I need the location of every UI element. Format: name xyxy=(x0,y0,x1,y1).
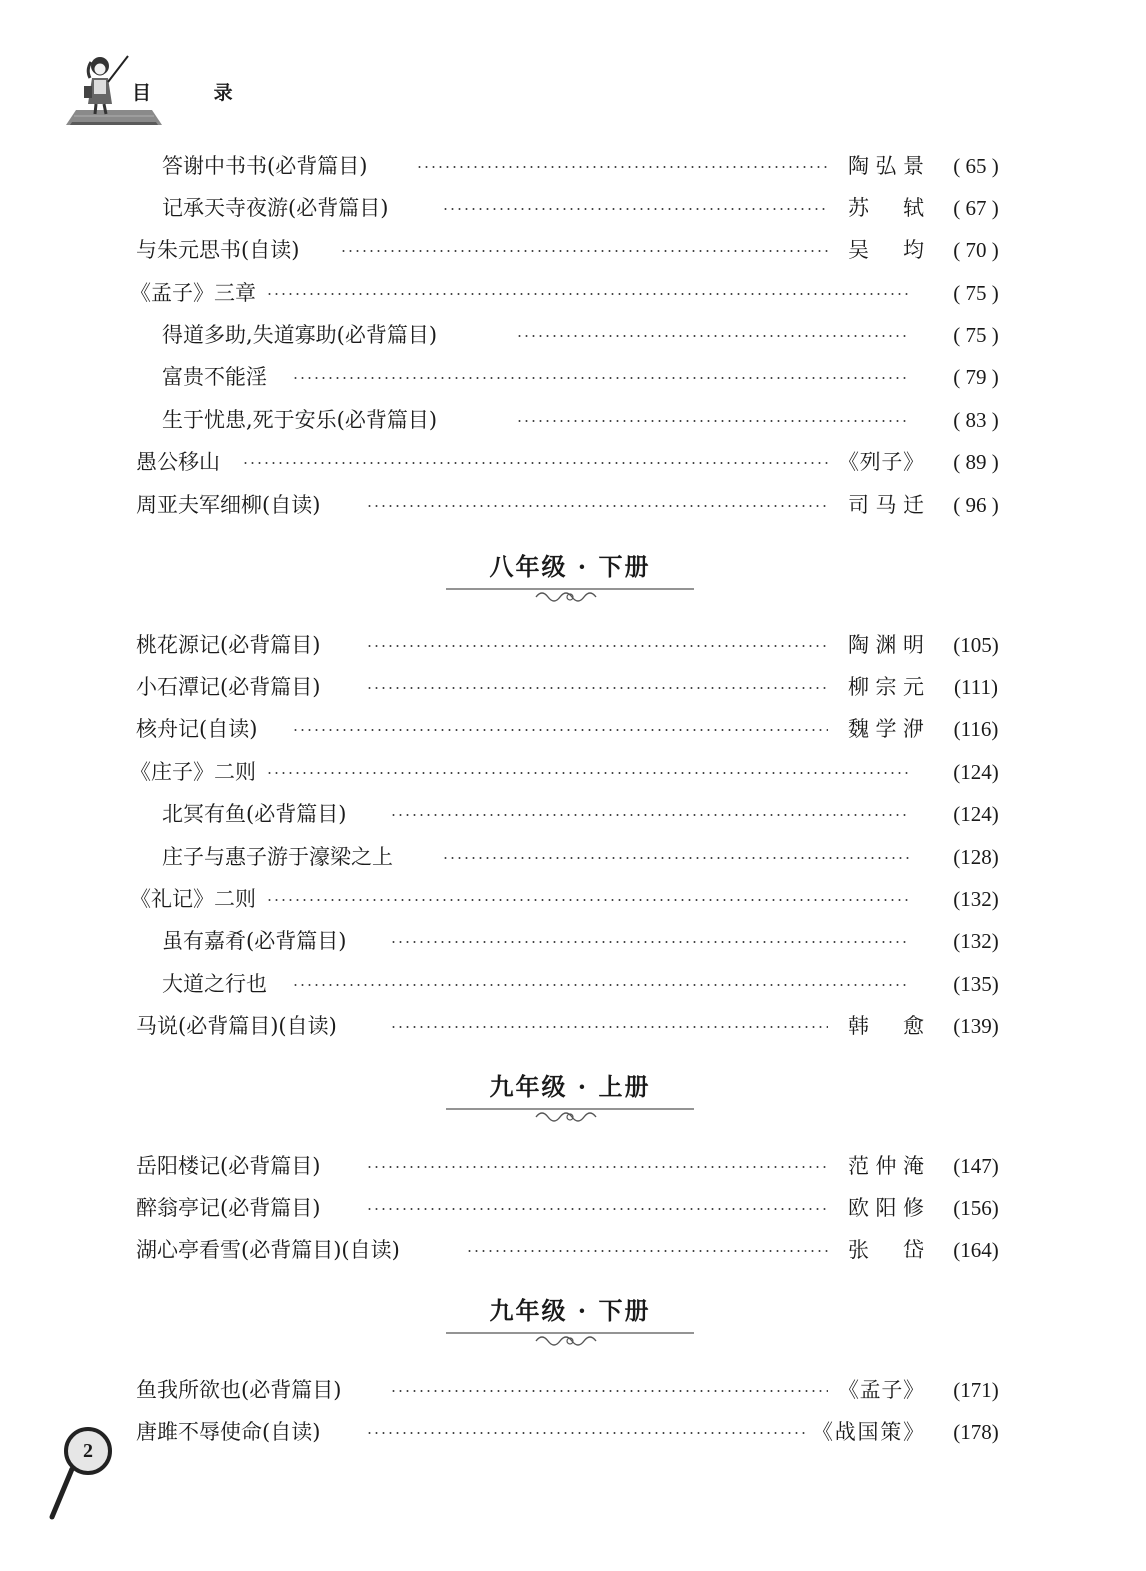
entry-page: ( 83 ) xyxy=(953,408,999,432)
leader-dots xyxy=(292,984,910,986)
toc-entry[interactable] xyxy=(0,149,1146,183)
entry-title: 《礼记》二则 xyxy=(130,887,256,911)
toc-entry[interactable] xyxy=(0,445,1146,479)
entry-title: 唐雎不辱使命(自读) xyxy=(136,1420,321,1444)
section-heading xyxy=(440,1295,700,1351)
toc-entry[interactable] xyxy=(0,403,1146,437)
leader-dots xyxy=(442,208,828,210)
section-title: 九年级 · 上册 xyxy=(489,1072,651,1101)
section-title: 九年级 · 下册 xyxy=(489,1296,651,1325)
entry-page: (116) xyxy=(953,717,999,741)
leader-dots xyxy=(516,335,910,337)
ornament-divider-icon xyxy=(440,585,700,607)
toc-entry[interactable] xyxy=(0,1373,1146,1407)
toc-entry[interactable] xyxy=(0,924,1146,958)
entry-author: 张 岱 xyxy=(848,1238,924,1262)
entry-title: 虽有嘉肴(必背篇目) xyxy=(162,929,347,953)
entry-title: 与朱元思书(自读) xyxy=(136,238,300,262)
entry-author: 苏 轼 xyxy=(848,196,924,220)
entry-title: 北冥有鱼(必背篇目) xyxy=(162,802,347,826)
toc-entry[interactable] xyxy=(0,712,1146,746)
entry-title: 答谢中书书(必背篇目) xyxy=(162,154,368,178)
toc-entry[interactable] xyxy=(0,628,1146,662)
leader-dots xyxy=(442,857,910,859)
leader-dots xyxy=(416,166,828,168)
toc-entry[interactable] xyxy=(0,233,1146,267)
toc-entry[interactable] xyxy=(0,967,1146,1001)
leader-dots xyxy=(340,250,828,252)
entry-author: 柳宗元 xyxy=(848,675,924,699)
leader-dots xyxy=(366,687,828,689)
toc-entry[interactable] xyxy=(0,882,1146,916)
entry-title: 周亚夫军细柳(自读) xyxy=(136,493,321,517)
entry-author: 范仲淹 xyxy=(848,1154,924,1178)
toc-entry[interactable] xyxy=(0,1233,1146,1267)
entry-title: 《庄子》二则 xyxy=(130,760,256,784)
toc-entry[interactable] xyxy=(0,1191,1146,1225)
entry-author: 《战国策》 xyxy=(812,1420,924,1444)
toc-entry[interactable] xyxy=(0,840,1146,874)
entry-page: ( 75 ) xyxy=(953,281,999,305)
entry-title: 富贵不能淫 xyxy=(162,365,267,389)
entry-title: 醉翁亭记(必背篇目) xyxy=(136,1196,321,1220)
leader-dots xyxy=(366,505,828,507)
leader-dots xyxy=(292,377,910,379)
entry-page: (132) xyxy=(953,929,999,953)
toc-entry[interactable] xyxy=(0,318,1146,352)
entry-page: (139) xyxy=(953,1014,999,1038)
entry-title: 鱼我所欲也(必背篇目) xyxy=(136,1378,342,1402)
leader-dots xyxy=(390,941,910,943)
toc-entry[interactable] xyxy=(0,755,1146,789)
entry-author: 欧阳修 xyxy=(848,1196,924,1220)
toc-entry[interactable] xyxy=(0,797,1146,831)
entry-title: 岳阳楼记(必背篇目) xyxy=(136,1154,321,1178)
toc-entry[interactable] xyxy=(0,276,1146,310)
entry-title: 愚公移山 xyxy=(136,450,220,474)
leader-dots xyxy=(366,1166,828,1168)
leader-dots xyxy=(366,645,828,647)
leader-dots xyxy=(266,899,910,901)
page-number: 2 xyxy=(83,1440,93,1462)
entry-page: (164) xyxy=(953,1238,999,1262)
entry-title: 《孟子》三章 xyxy=(130,281,256,305)
leader-dots xyxy=(466,1250,828,1252)
entry-title: 生于忧患,死于安乐(必背篇目) xyxy=(162,408,438,432)
leader-dots xyxy=(242,462,828,464)
entry-page: ( 65 ) xyxy=(953,154,999,178)
section-heading xyxy=(440,1071,700,1127)
entry-author: 陶弘景 xyxy=(848,154,924,178)
entry-author: 《孟子》 xyxy=(838,1378,924,1402)
entry-page: (124) xyxy=(953,760,999,784)
toc-entry[interactable] xyxy=(0,1415,1146,1449)
entry-page: (128) xyxy=(953,845,999,869)
entry-page: (124) xyxy=(953,802,999,826)
ornament-divider-icon xyxy=(440,1329,700,1351)
entry-page: (178) xyxy=(953,1420,999,1444)
entry-page: (171) xyxy=(953,1378,999,1402)
leader-dots xyxy=(390,1390,828,1392)
entry-author: 陶渊明 xyxy=(848,633,924,657)
toc-entry[interactable] xyxy=(0,360,1146,394)
section-heading xyxy=(440,551,700,607)
entry-page: (111) xyxy=(954,675,998,699)
leader-dots xyxy=(516,420,910,422)
entry-author: 司马迁 xyxy=(848,493,924,517)
toc-entry[interactable] xyxy=(0,488,1146,522)
page-number-badge xyxy=(46,1425,126,1525)
leader-dots xyxy=(266,772,910,774)
leader-dots xyxy=(390,1026,828,1028)
entry-title: 桃花源记(必背篇目) xyxy=(136,633,321,657)
entry-title: 核舟记(自读) xyxy=(136,717,258,741)
entry-title: 小石潭记(必背篇目) xyxy=(136,675,321,699)
entry-page: ( 89 ) xyxy=(953,450,999,474)
entry-page: ( 96 ) xyxy=(953,493,999,517)
toc-entry[interactable] xyxy=(0,1149,1146,1183)
entry-page: (132) xyxy=(953,887,999,911)
leader-dots xyxy=(266,293,910,295)
toc-entry[interactable] xyxy=(0,191,1146,225)
entry-author: 《列子》 xyxy=(838,450,924,474)
entry-page: (156) xyxy=(953,1196,999,1220)
entry-title: 马说(必背篇目)(自读) xyxy=(136,1014,337,1038)
toc-entry[interactable] xyxy=(0,670,1146,704)
leader-dots xyxy=(366,1208,828,1210)
entry-title: 得道多助,失道寡助(必背篇目) xyxy=(162,323,438,347)
entry-page: (105) xyxy=(953,633,999,657)
entry-author: 吴 均 xyxy=(848,238,924,262)
entry-page: ( 70 ) xyxy=(953,238,999,262)
entry-title: 庄子与惠子游于濠梁之上 xyxy=(162,845,393,869)
entry-title: 大道之行也 xyxy=(162,972,267,996)
leader-dots xyxy=(292,729,828,731)
page-title: 目 录 xyxy=(132,82,261,104)
entry-author: 魏学洢 xyxy=(848,717,924,741)
entry-page: ( 79 ) xyxy=(953,365,999,389)
ornament-divider-icon xyxy=(440,1105,700,1127)
entry-title: 记承天寺夜游(必背篇目) xyxy=(162,196,389,220)
entry-page: (135) xyxy=(953,972,999,996)
leader-dots xyxy=(390,814,910,816)
entry-title: 湖心亭看雪(必背篇目)(自读) xyxy=(136,1238,400,1262)
entry-author: 韩 愈 xyxy=(848,1014,924,1038)
entry-page: ( 67 ) xyxy=(953,196,999,220)
section-title: 八年级 · 下册 xyxy=(489,552,651,581)
entry-page: (147) xyxy=(953,1154,999,1178)
toc-entry[interactable] xyxy=(0,1009,1146,1043)
entry-page: ( 75 ) xyxy=(953,323,999,347)
leader-dots xyxy=(366,1432,806,1434)
